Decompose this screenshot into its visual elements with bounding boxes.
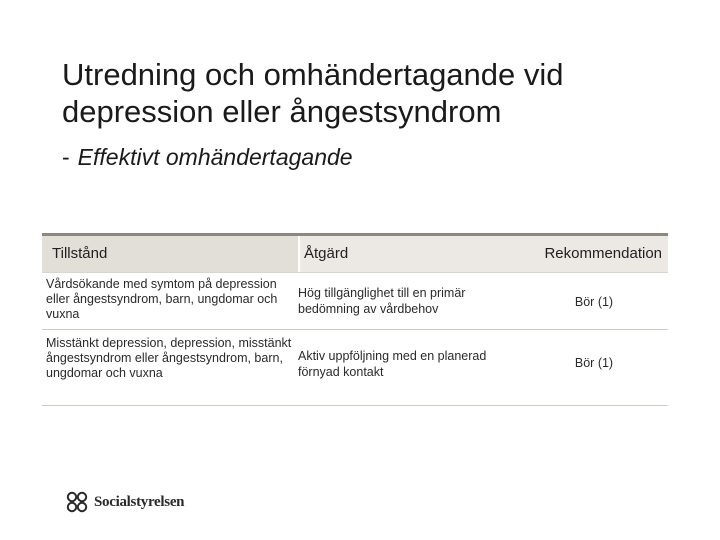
row-condition: Vårdsökande med symtom på depression eller ångestsyndrom, barn, ungdomar och vuxna <box>46 277 278 321</box>
table-row <box>42 330 668 406</box>
table-row <box>42 273 668 330</box>
recommendations-table <box>42 233 668 406</box>
socialstyrelsen-logo <box>64 488 184 516</box>
row-recommendation: Bör (1) <box>574 356 614 370</box>
header-action: Åtgärd <box>304 245 349 262</box>
row-recommendation: Bör (1) <box>574 295 614 309</box>
row-action: Hög tillgänglighet till en primär bedömning av vårdbehov <box>298 286 466 316</box>
table-header <box>42 233 668 273</box>
slide-title: Utredning och omhändertagande vid depression eller ångestsyndrom <box>62 57 564 129</box>
socialstyrelsen-emblem-icon <box>64 490 90 514</box>
row-action: Aktiv uppföljning med en planerad förnyad kontakt <box>298 349 487 379</box>
slide-subtitle <box>62 142 702 172</box>
subtitle-dash: - <box>62 144 70 170</box>
subtitle-text: Effektivt omhändertagande <box>77 144 353 170</box>
logo-text: Socialstyrelsen <box>94 493 185 510</box>
row-condition: Misstänkt depression, depression, misstänkt ångestsyndrom eller ångestsyndrom, barn, ungdomar och vuxna <box>46 336 292 380</box>
header-recommendation: Rekommendation <box>544 245 662 262</box>
header-condition: Tillstånd <box>52 245 108 262</box>
